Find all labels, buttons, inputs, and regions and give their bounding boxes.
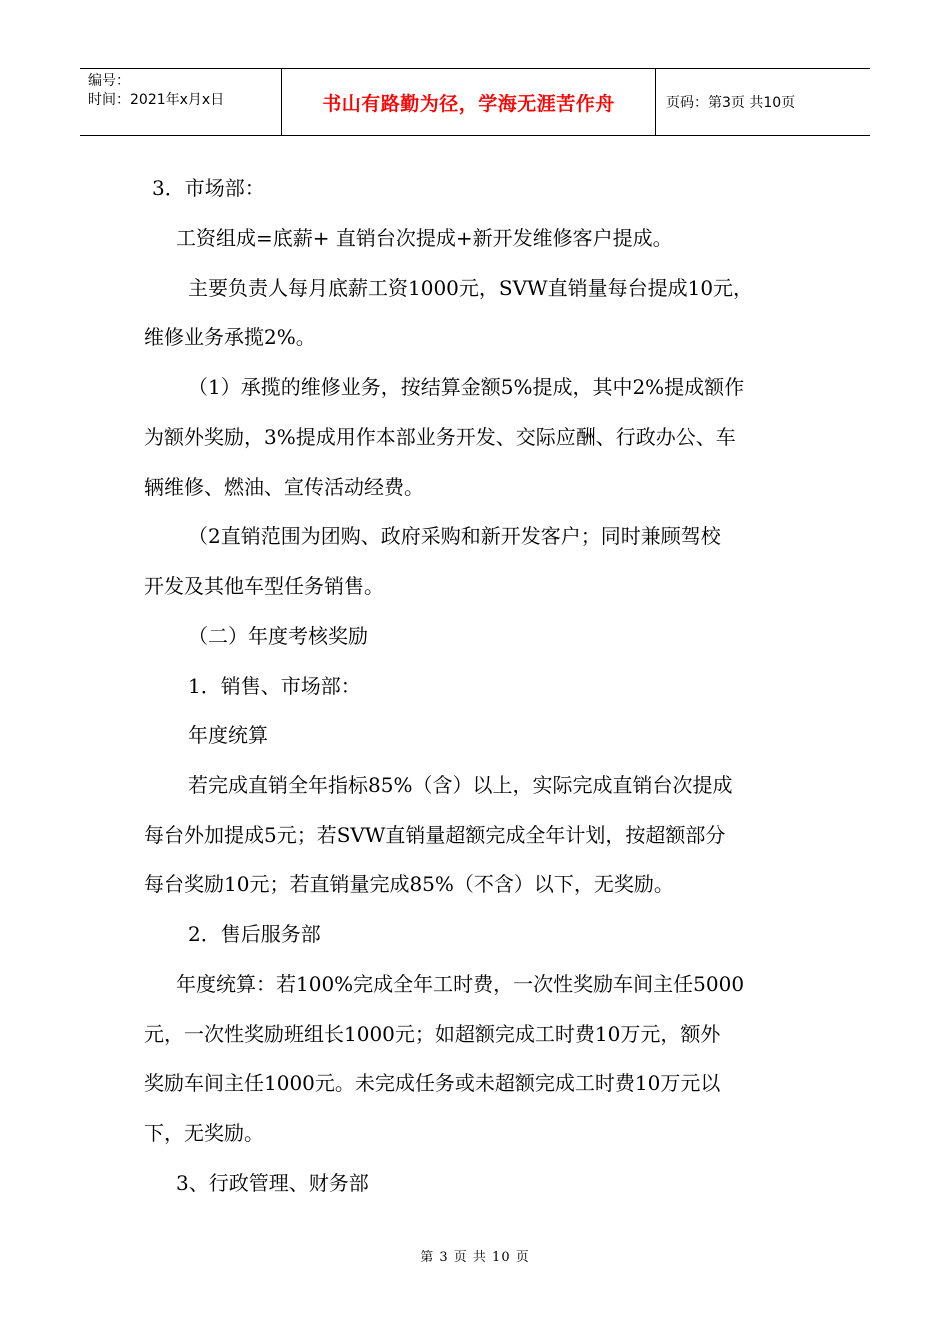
paragraph-line: 维修业务承揽2%。 bbox=[144, 325, 316, 349]
paragraph-line: 每台外加提成5元；若SVW直销量超额完成全年计划，按超额部分 bbox=[144, 823, 726, 847]
paragraph-line: 工资组成=底薪+ 直销台次提成+新开发维修客户提成。 bbox=[176, 226, 673, 250]
date-label: 时间：2021年x月x日 bbox=[88, 92, 225, 108]
paragraph-line: 为额外奖励，3%提成用作本部业务开发、交际应酬、行政办公、车 bbox=[144, 425, 736, 449]
section-heading-annual: （二）年度考核奖励 bbox=[188, 624, 368, 648]
header-page-cell bbox=[656, 69, 870, 135]
section-heading-market: 3．市场部： bbox=[152, 176, 265, 200]
header-table bbox=[80, 68, 870, 136]
paragraph-line: 元，一次性奖励班组长1000元；如超额完成工时费10万元，额外 bbox=[144, 1022, 721, 1046]
header-motto-cell bbox=[282, 69, 656, 135]
paragraph-line: （2直销范围为团购、政府采购和新开发客户；同时兼顾驾校 bbox=[188, 524, 721, 548]
paragraph-line: 辆维修、燃油、宣传活动经费。 bbox=[144, 475, 424, 499]
paragraph-line: 若完成直销全年指标85%（含）以上，实际完成直销台次提成 bbox=[188, 773, 733, 797]
motto: 书山有路勤为径，学海无涯苦作舟 bbox=[322, 92, 615, 115]
paragraph-line: 开发及其他车型任务销售。 bbox=[144, 574, 384, 598]
subsection-heading: 1．销售、市场部： bbox=[188, 674, 361, 698]
paragraph-line: 年度统算 bbox=[188, 723, 268, 747]
paragraph-line: 每台奖励10元；若直销量完成85%（不含）以下，无奖励。 bbox=[144, 872, 674, 896]
paragraph-line: 奖励车间主任1000元。未完成任务或未超额完成工时费10万元以 bbox=[144, 1071, 721, 1095]
paragraph-line: （1）承揽的维修业务，按结算金额5%提成，其中2%提成额作 bbox=[188, 375, 745, 399]
serial-label: 编号： bbox=[88, 73, 130, 89]
subsection-heading: 3、行政管理、财务部 bbox=[176, 1171, 369, 1195]
page-info: 页码：第3页 共10页 bbox=[666, 95, 796, 111]
header-meta-cell bbox=[80, 69, 282, 135]
subsection-heading: 2．售后服务部 bbox=[188, 922, 321, 946]
page-footer: 第 3 页 共 10 页 bbox=[420, 1250, 530, 1265]
paragraph-line: 年度统算：若100%完成全年工时费，一次性奖励车间主任5000 bbox=[176, 972, 745, 996]
paragraph-line: 下，无奖励。 bbox=[144, 1121, 264, 1145]
paragraph-line: 主要负责人每月底薪工资1000元，SVW直销量每台提成10元， bbox=[188, 276, 754, 300]
